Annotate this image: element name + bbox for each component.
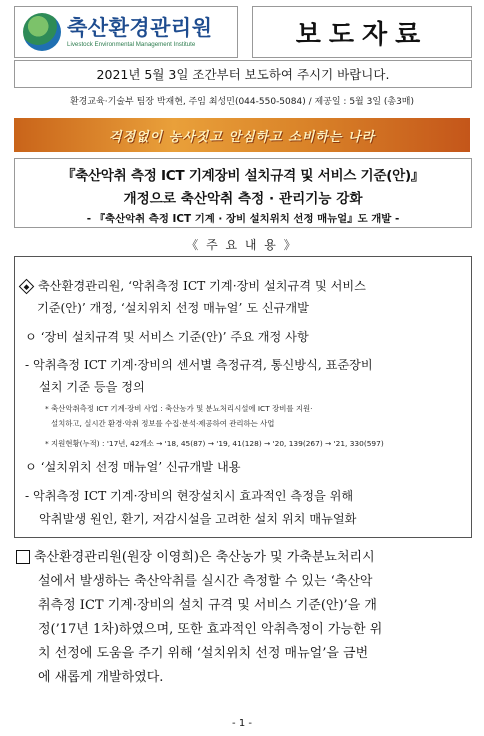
section-1-item-line-1: - 악취측정 ICT 기계·장비의 센서별 측정규격, 통신방식, 표준장비 [25,358,373,372]
body-line-4: 정(’17년 1차)하였으며, 또한 효과적인 악취측정이 가능한 위 [38,622,383,637]
embargo-notice: 2021년 5월 3일 조간부터 보도하여 주시기 바랍니다. [14,60,472,88]
diamond-bullet-icon [19,279,35,295]
banner-slogan: 걱정없이 농사짓고 안심하고 소비하는 나라 [108,129,376,145]
org-logo [14,6,238,58]
body-line-2: 설에서 발생하는 축산악취를 실시간 측정할 수 있는 ‘축산악 [38,574,373,589]
checkbox-bullet-icon [16,550,30,564]
doc-type-box [252,6,472,58]
logo-emblem-icon [23,13,61,51]
summary-box [14,256,472,538]
slogan-banner [14,118,470,152]
section-2-item-line-1: - 악취측정 ICT 기계·장비의 현장설치시 효과적인 측정을 위해 [25,489,354,503]
section-1-item-line-2: 설치 기준 등을 정의 [39,380,145,394]
headline-box [14,158,472,228]
page-number: - 1 - [232,718,252,729]
headline-subtitle: - 『축산악취 측정 ICT 기계 · 장비 설치위치 선정 매뉴얼』도 개발 - [86,213,400,225]
body-line-1: 축산환경관리원(원장 이영희)은 축산농가 및 가축분뇨처리시 [34,550,375,565]
section-2-item-line-2: 악취발생 원인, 환기, 저감시설을 고려한 설치 위치 매뉴얼화 [39,512,357,526]
body-line-6: 에 새롭게 개발하였다. [38,670,164,685]
main-point-text-1: 축산환경관리원, ‘악취측정 ICT 기계·장비 설치규격 및 서비스 [38,279,366,293]
contact-line: 환경교육·기술부 팀장 박재현, 주임 최성민(044-550-5084) / 제공일 : 5월 3일 (총3매) [69,97,415,107]
body-line-5: 치 선정에 도움을 주기 위해 ‘설치위치 선정 매뉴얼’을 금번 [38,646,369,661]
org-name: 축산환경관리원 [67,16,213,40]
main-point-line-1 [21,277,366,294]
org-name-en: Livestock Environmental Management Institute [67,41,196,48]
section-2-title: ㅇ ‘설치위치 선정 매뉴얼’ 신규개발 내용 [25,460,241,474]
note-1-line-2: 설치하고, 실시간 환경·악취 정보를 수집·분석·제공하여 관리하는 사업 [51,419,275,428]
body-line-3: 취측정 ICT 기계·장비의 설치 규격 및 서비스 기준(안)’을 개 [38,598,377,613]
main-point-line-2: 기준(안)’ 개정, ‘설치위치 선정 매뉴얼’ 도 신규개발 [37,301,309,315]
doc-type-title: 보도자료 [295,19,429,50]
note-1-line-1: * 축산악취측정 ICT 기계·장비 사업 : 축산농가 및 분뇨처리시설에 ICT 장비를 지원· [45,404,313,413]
headline-line-2: 개정으로 축산악취 측정 · 관리기능 강화 [123,191,363,207]
note-2: * 지원현황(누적) : '17년, 42개소 → '18, 45(87) → '19, 41(128) → '20, 139(267) → '21, 330(597) [45,439,384,448]
section-1-title: ㅇ ‘장비 설치규격 및 서비스 기준(안)’ 주요 개정 사항 [25,330,309,344]
headline-line-1: 『축산악취 측정 ICT 기계장비 설치규격 및 서비스 기준(안)』 [61,168,425,184]
summary-heading: 《 주 요 내 용 》 [186,238,298,252]
